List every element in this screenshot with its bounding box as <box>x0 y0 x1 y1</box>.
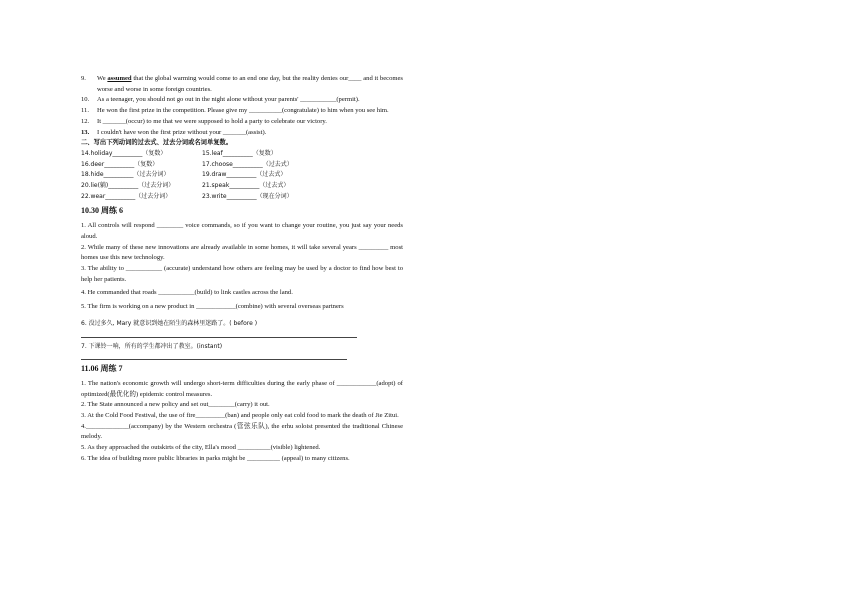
week7-question-6: 6. The idea of building more public libraries in parks might be __________ (appeal) to many citizens. <box>81 454 350 462</box>
week7-question-1: 1. The nation's economic growth will undergo short-term difficulties during the early phase of ____________(adopt) of optimized(最优化的) epidemic control measures. <box>81 379 403 398</box>
grid-item: 18.hide__________（过去分词） <box>81 171 170 179</box>
question-12 <box>81 117 403 128</box>
grid-item: 14.holiday__________（复数） <box>81 149 167 157</box>
question-13 <box>81 128 403 139</box>
question-number: 12. <box>81 117 90 125</box>
grid-item: 16.deer__________（复数） <box>81 160 159 168</box>
week6-question-3: 3. The ability to ___________ (accurate) understand how others are feeling may be used by a doctor to find how best to help her patients. <box>81 264 403 283</box>
question-number: 11. <box>81 107 89 115</box>
question-text: I couldn't have won the first prize without your _______(assist). <box>97 128 267 136</box>
grid-item: 19.draw__________（过去式） <box>202 171 287 179</box>
grid-item: 22.wear__________（过去分词） <box>81 192 172 200</box>
week6-question-6: 6. 没过多久, Mary 就意识到她在陌生的森林里迷路了。( before ) <box>81 319 258 327</box>
week7-question-2: 2. The State announced a new policy and set out________(carry) it out. <box>81 401 270 409</box>
week6-question-2: 2. While many of these new innovations are already available in some homes, it will take several years _________ most homes use this new technology. <box>81 243 403 262</box>
section-title-week6: 10.30 周练 6 <box>81 206 123 216</box>
grid-item: 20.lie(躺)__________（过去分词） <box>81 182 175 190</box>
week7-question-4: 4._____________(accompany) by the Western orchestra (管弦乐队), the erhu soloist presented the traditional Chinese melody. <box>81 422 403 441</box>
question-10 <box>81 95 403 106</box>
question-number: 9. <box>81 75 86 82</box>
question-text: It _______(occur) to me that we were supposed to hold a party to celebrate our victory. <box>97 117 327 125</box>
question-number: 10. <box>81 96 90 104</box>
week6-question-1: 1. All controls will respond ________ voice commands, so if you want to change your routine, you just say your needs aloud. <box>81 222 403 240</box>
week6-question-7: 7. 下课铃一响，所有的学生都冲出了教室。(instant) <box>81 343 223 351</box>
grid-item: 21.speak__________（过去式） <box>202 182 290 190</box>
question-text: As a teenager, you should not go out in the night alone without your parents' ___________(permit). <box>97 96 360 104</box>
answer-line <box>81 337 357 338</box>
week6-question-5: 5. The firm is working on a new product in ____________(combine) with several overseas partners <box>81 303 344 311</box>
week7-question-3: 3. At the Cold Food Festival, the use of fire_________(ban) and people only eat cold food to mark the death of Jie Zitui. <box>81 411 399 419</box>
question-text-post: that the global warming would come to an end one day, but the reality denies our____ and it becomes worse and worse in some foreign countries. <box>97 75 403 93</box>
question-text-pre: We <box>97 75 108 82</box>
question-number: 13. <box>81 128 90 136</box>
question-9 <box>81 74 403 95</box>
grid-item: 17.choose__________（过去式） <box>202 160 293 168</box>
week7-question-5: 5. As they approached the outskirts of the city, Ella's mood __________(visible) lightened. <box>81 444 321 452</box>
worksheet-page <box>81 74 403 465</box>
grid-item: 23.write__________（现在分词） <box>202 192 293 200</box>
section-title-week7: 11.06 周练 7 <box>81 364 123 374</box>
underlined-word: assumed <box>107 75 132 82</box>
question-11 <box>81 106 403 117</box>
answer-line <box>81 359 347 360</box>
verb-forms-grid <box>81 149 403 203</box>
part2-heading: 二、写出下列动词的过去式、过去分词或名词单复数。 <box>81 139 233 147</box>
week6-question-4: 4. He commanded that roads ___________(build) to link castles across the land. <box>81 289 293 297</box>
question-text: He won the first prize in the competition. Please give my __________(congratulate) to him when you see him. <box>97 107 389 115</box>
grid-item: 15.leaf__________（复数） <box>202 149 277 157</box>
